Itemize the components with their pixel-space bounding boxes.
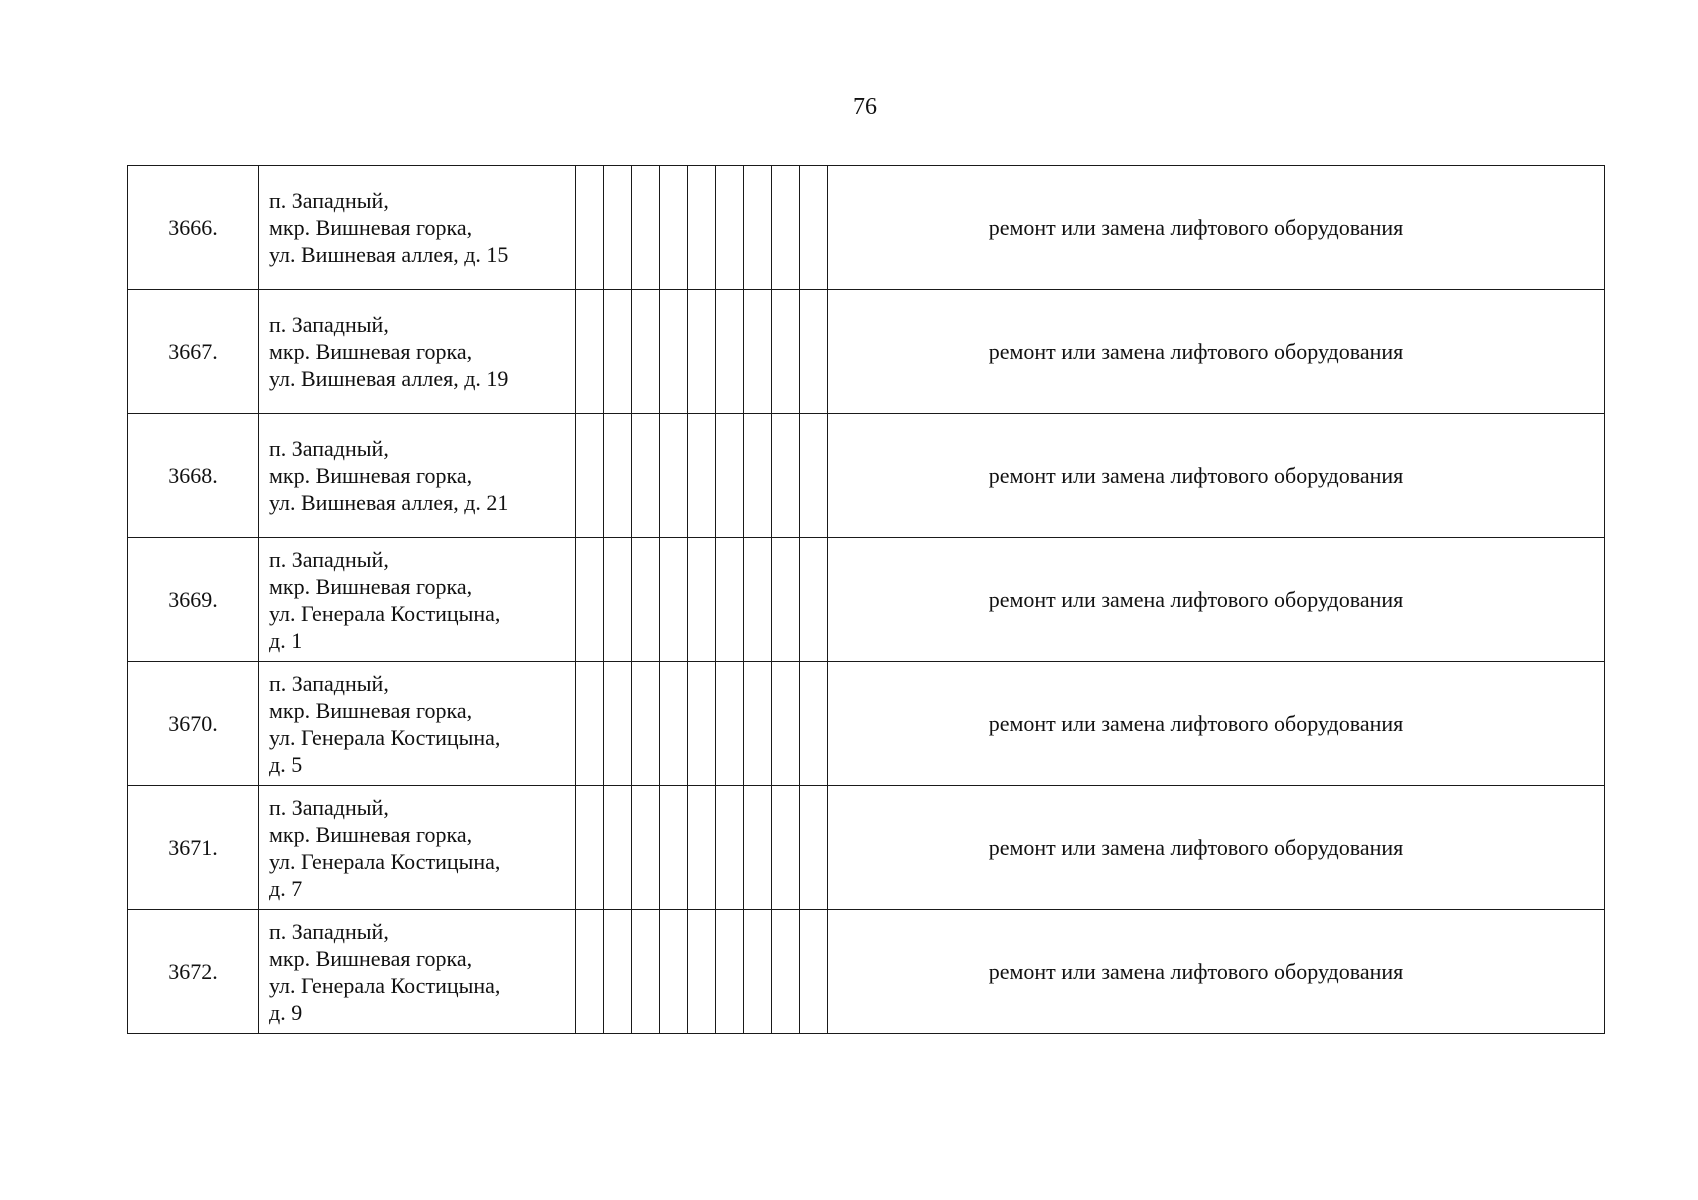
empty-cell [576,786,604,910]
row-work-type: ремонт или замена лифтового оборудования [828,414,1605,538]
empty-cell [688,538,716,662]
address-line: ул. Генерала Костицына, [269,600,501,626]
empty-cell [800,414,828,538]
address-line: п. Западный, [269,794,389,820]
empty-cell [660,538,688,662]
row-number: 3667. [128,290,259,414]
empty-cell [688,290,716,414]
row-address [259,910,576,1034]
address-line: мкр. Вишневая горка, [269,339,473,364]
empty-cell [632,166,660,290]
empty-cell [716,786,744,910]
row-address [259,290,576,414]
address-line: д. 1 [269,627,303,653]
address-line: п. Западный, [269,918,389,944]
address-line: мкр. Вишневая горка, [269,697,473,723]
row-number: 3671. [128,786,259,910]
empty-cell [800,662,828,786]
empty-cell [744,166,772,290]
empty-cell [744,910,772,1034]
empty-cell [660,786,688,910]
empty-cell [772,910,800,1034]
empty-cell [688,910,716,1034]
address-line: п. Западный, [269,670,389,696]
row-number: 3670. [128,662,259,786]
empty-cell [772,662,800,786]
empty-cell [716,910,744,1034]
empty-cell [660,414,688,538]
address-line: мкр. Вишневая горка, [269,573,473,599]
row-number: 3668. [128,414,259,538]
empty-cell [716,414,744,538]
empty-cell [632,290,660,414]
empty-cell [632,662,660,786]
row-work-type: ремонт или замена лифтового оборудования [828,910,1605,1034]
address-line: д. 9 [269,999,303,1025]
empty-cell [772,166,800,290]
empty-cell [716,662,744,786]
table-row [128,290,1605,414]
address-line: д. 5 [269,751,303,777]
empty-cell [632,910,660,1034]
empty-cell [744,662,772,786]
table-body [128,166,1605,1034]
empty-cell [772,538,800,662]
empty-cell [632,414,660,538]
empty-cell [604,662,632,786]
empty-cell [604,166,632,290]
address-line: п. Западный, [269,188,389,213]
empty-cell [688,662,716,786]
empty-cell [604,414,632,538]
address-line: мкр. Вишневая горка, [269,463,473,488]
empty-cell [660,910,688,1034]
empty-cell [576,662,604,786]
row-address [259,414,576,538]
address-line: ул. Вишневая аллея, д. 15 [269,242,509,267]
empty-cell [772,290,800,414]
address-line: д. 7 [269,875,303,901]
empty-cell [688,414,716,538]
row-address [259,538,576,662]
row-work-type: ремонт или замена лифтового оборудования [828,166,1605,290]
empty-cell [772,786,800,910]
address-line: мкр. Вишневая горка, [269,945,473,971]
address-line: ул. Вишневая аллея, д. 21 [269,490,509,515]
empty-cell [744,414,772,538]
empty-cell [576,538,604,662]
row-address [259,166,576,290]
empty-cell [800,910,828,1034]
empty-cell [576,414,604,538]
empty-cell [772,414,800,538]
address-line: п. Западный, [269,312,389,337]
table-row [128,910,1605,1034]
empty-cell [604,290,632,414]
row-address [259,786,576,910]
empty-cell [744,538,772,662]
address-line: ул. Генерала Костицына, [269,972,501,998]
registry-table [127,165,1605,1034]
address-line: мкр. Вишневая горка, [269,821,473,847]
address-line: п. Западный, [269,546,389,572]
table-row [128,538,1605,662]
empty-cell [688,166,716,290]
row-number: 3669. [128,538,259,662]
empty-cell [688,786,716,910]
empty-cell [604,538,632,662]
empty-cell [604,786,632,910]
empty-cell [716,290,744,414]
empty-cell [716,166,744,290]
page-number: 76 [853,94,877,120]
empty-cell [800,538,828,662]
address-line: ул. Вишневая аллея, д. 19 [269,366,509,391]
address-line: п. Западный, [269,436,389,461]
table-row [128,166,1605,290]
empty-cell [660,662,688,786]
empty-cell [660,166,688,290]
empty-cell [800,290,828,414]
empty-cell [660,290,688,414]
row-address [259,662,576,786]
table-row [128,786,1605,910]
empty-cell [576,910,604,1034]
empty-cell [800,166,828,290]
address-line: ул. Генерала Костицына, [269,724,501,750]
empty-cell [744,786,772,910]
address-line: ул. Генерала Костицына, [269,848,501,874]
row-work-type: ремонт или замена лифтового оборудования [828,786,1605,910]
empty-cell [576,290,604,414]
row-work-type: ремонт или замена лифтового оборудования [828,290,1605,414]
row-number: 3666. [128,166,259,290]
address-line: мкр. Вишневая горка, [269,215,473,240]
empty-cell [576,166,604,290]
row-number: 3672. [128,910,259,1034]
table-row [128,662,1605,786]
empty-cell [632,538,660,662]
empty-cell [632,786,660,910]
empty-cell [604,910,632,1034]
table-row [128,414,1605,538]
empty-cell [800,786,828,910]
empty-cell [744,290,772,414]
row-work-type: ремонт или замена лифтового оборудования [828,538,1605,662]
empty-cell [716,538,744,662]
row-work-type: ремонт или замена лифтового оборудования [828,662,1605,786]
